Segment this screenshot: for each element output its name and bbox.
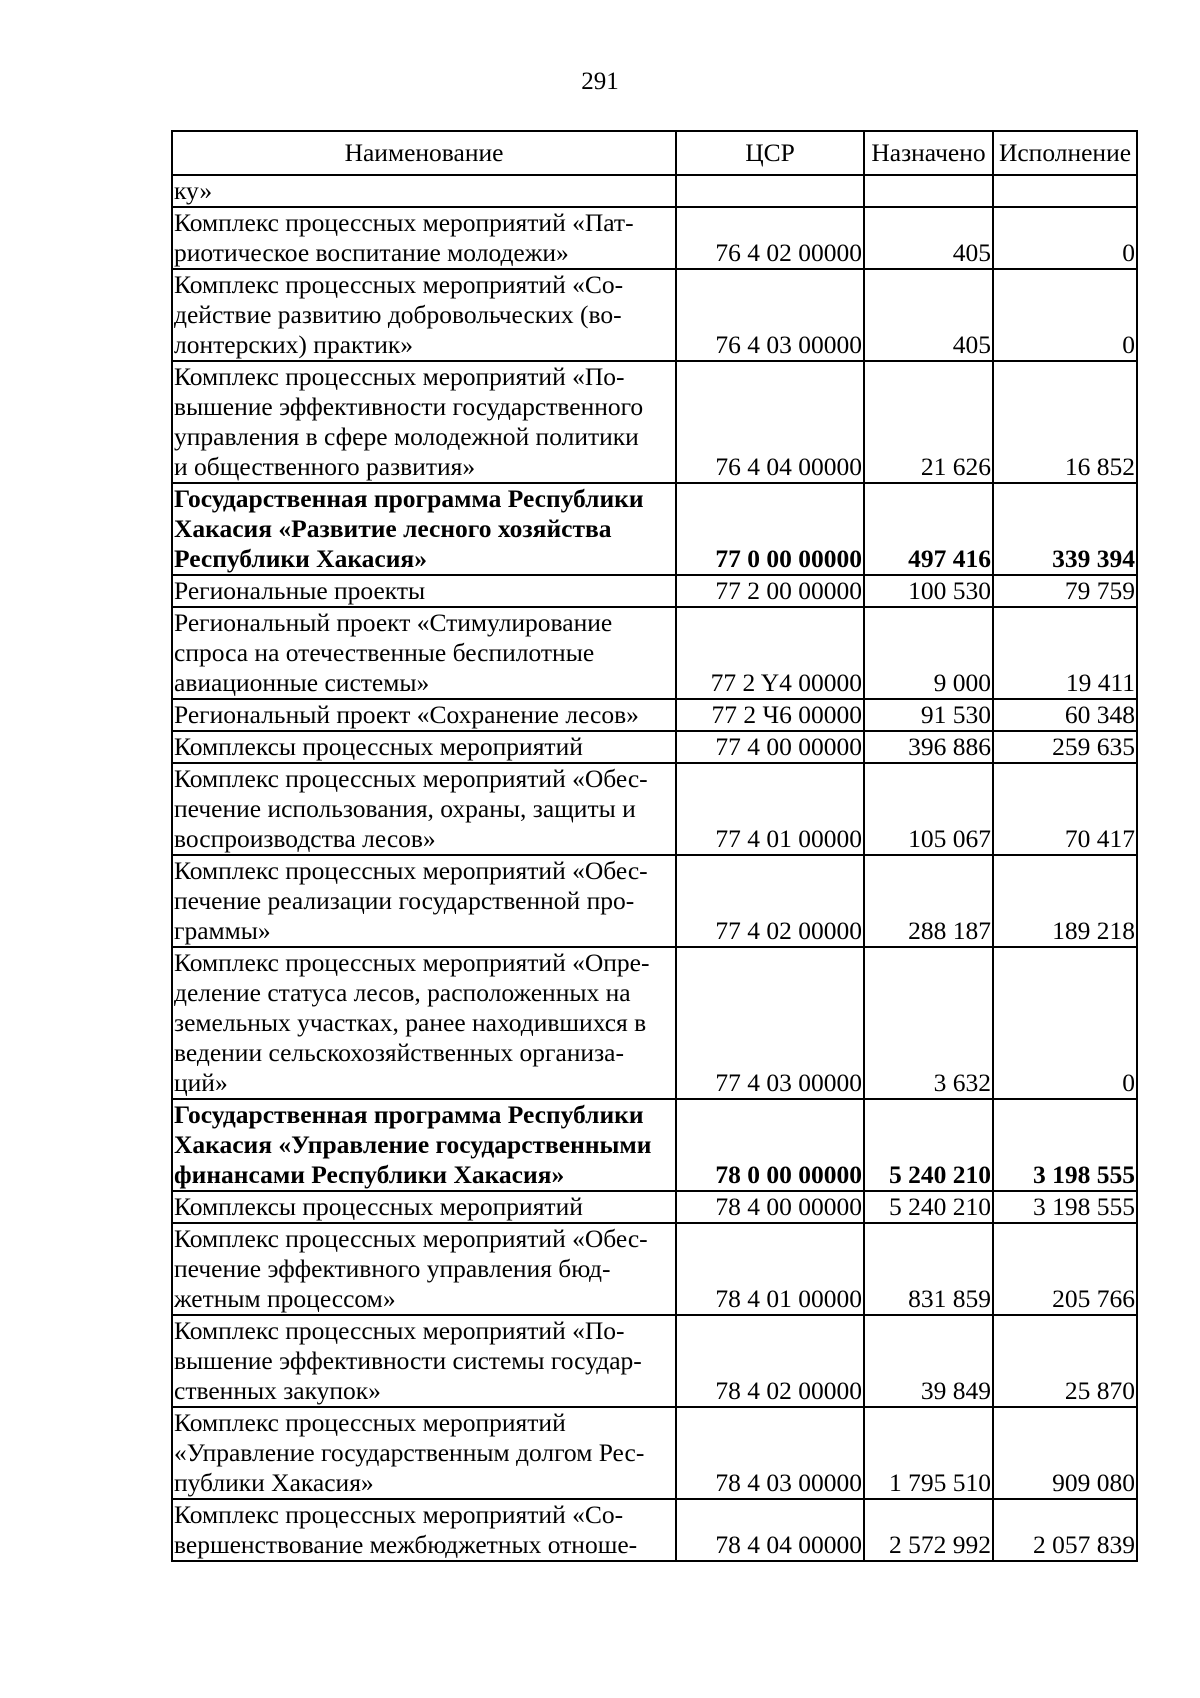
table-row — [172, 1407, 1137, 1499]
row-assigned: 3 632 — [864, 947, 993, 1099]
row-executed: 2 057 839 — [993, 1499, 1137, 1561]
header-name: Наименование — [172, 131, 676, 175]
row-code: 76 4 02 00000 — [676, 207, 864, 269]
row-assigned: 105 067 — [864, 763, 993, 855]
row-code: 77 4 02 00000 — [676, 855, 864, 947]
table-row — [172, 731, 1137, 763]
table-row — [172, 699, 1137, 731]
table-row — [172, 575, 1137, 607]
table-row — [172, 855, 1137, 947]
row-code: 78 4 02 00000 — [676, 1315, 864, 1407]
table-row — [172, 1499, 1137, 1561]
table-row — [172, 1315, 1137, 1407]
table-header-row — [172, 131, 1137, 175]
row-code: 77 4 03 00000 — [676, 947, 864, 1099]
row-name: Комплексы процессных мероприятий — [172, 731, 676, 763]
header-assigned: Назначено — [864, 131, 993, 175]
row-executed: 205 766 — [993, 1223, 1137, 1315]
row-executed: 0 — [993, 947, 1137, 1099]
row-executed: 19 411 — [993, 607, 1137, 699]
row-code: 77 2 Ч6 00000 — [676, 699, 864, 731]
row-assigned: 39 849 — [864, 1315, 993, 1407]
row-name: ку» — [172, 175, 676, 207]
row-assigned: 405 — [864, 269, 993, 361]
table-row — [172, 1099, 1137, 1191]
page-number: 291 — [581, 68, 619, 95]
row-assigned: 100 530 — [864, 575, 993, 607]
table-row — [172, 1223, 1137, 1315]
row-code: 78 0 00 00000 — [676, 1099, 864, 1191]
row-executed: 25 870 — [993, 1315, 1137, 1407]
row-name: Комплекс процессных мероприятий «Со- действие развитию добровольческих (во- лонтерских) практик» — [172, 269, 676, 361]
header-code: ЦСР — [676, 131, 864, 175]
row-assigned: 5 240 210 — [864, 1191, 993, 1223]
row-code: 78 4 03 00000 — [676, 1407, 864, 1499]
row-assigned: 9 000 — [864, 607, 993, 699]
table-row — [172, 269, 1137, 361]
row-code: 77 4 01 00000 — [676, 763, 864, 855]
row-code: 77 0 00 00000 — [676, 483, 864, 575]
table-row — [172, 763, 1137, 855]
row-code: 77 4 00 00000 — [676, 731, 864, 763]
row-executed: 3 198 555 — [993, 1099, 1137, 1191]
row-name: Комплекс процессных мероприятий «По- вышение эффективности государственного управления в сфере молодежной политики и общественного развития» — [172, 361, 676, 483]
row-name: Региональный проект «Стимулирование спроса на отечественные беспилотные авиационные системы» — [172, 607, 676, 699]
table-row — [172, 1191, 1137, 1223]
row-executed: 339 394 — [993, 483, 1137, 575]
row-code: 77 2 Y4 00000 — [676, 607, 864, 699]
row-code: 76 4 03 00000 — [676, 269, 864, 361]
row-name: Государственная программа Республики Хакасия «Управление государственными финансами Республики Хакасия» — [172, 1099, 676, 1191]
row-name: Комплекс процессных мероприятий «Опре- деление статуса лесов, расположенных на земельных участках, ранее находившихся в ведении сельскохозяйственных организа- ций» — [172, 947, 676, 1099]
row-executed: 189 218 — [993, 855, 1137, 947]
row-name: Региональные проекты — [172, 575, 676, 607]
row-name: Комплекс процессных мероприятий «Пат- риотическое воспитание молодежи» — [172, 207, 676, 269]
row-executed: 259 635 — [993, 731, 1137, 763]
row-name: Комплекс процессных мероприятий «Обес- печение реализации государственной про- граммы» — [172, 855, 676, 947]
table-row — [172, 361, 1137, 483]
row-name: Комплекс процессных мероприятий «Обес- печение использования, охраны, защиты и воспроизводства лесов» — [172, 763, 676, 855]
row-name: Региональный проект «Сохранение лесов» — [172, 699, 676, 731]
row-code: 78 4 00 00000 — [676, 1191, 864, 1223]
row-name: Комплексы процессных мероприятий — [172, 1191, 676, 1223]
row-code: 78 4 01 00000 — [676, 1223, 864, 1315]
row-assigned: 497 416 — [864, 483, 993, 575]
row-assigned: 2 572 992 — [864, 1499, 993, 1561]
row-assigned: 5 240 210 — [864, 1099, 993, 1191]
row-assigned: 1 795 510 — [864, 1407, 993, 1499]
row-executed — [993, 175, 1137, 207]
row-executed: 16 852 — [993, 361, 1137, 483]
table-row — [172, 607, 1137, 699]
row-executed: 79 759 — [993, 575, 1137, 607]
row-assigned: 396 886 — [864, 731, 993, 763]
table-row — [172, 175, 1137, 207]
table-row — [172, 947, 1137, 1099]
row-assigned: 288 187 — [864, 855, 993, 947]
row-assigned — [864, 175, 993, 207]
table-row — [172, 483, 1137, 575]
row-executed: 909 080 — [993, 1407, 1137, 1499]
row-name: Комплекс процессных мероприятий «Управление государственным долгом Рес- публики Хакасия» — [172, 1407, 676, 1499]
row-executed: 0 — [993, 269, 1137, 361]
budget-table — [171, 130, 1138, 1562]
row-name: Комплекс процессных мероприятий «Обес- печение эффективного управления бюд- жетным процессом» — [172, 1223, 676, 1315]
row-name: Государственная программа Республики Хакасия «Развитие лесного хозяйства Республики Хакасия» — [172, 483, 676, 575]
row-name: Комплекс процессных мероприятий «Со- вершенствование межбюджетных отноше- — [172, 1499, 676, 1561]
row-executed: 3 198 555 — [993, 1191, 1137, 1223]
row-executed: 70 417 — [993, 763, 1137, 855]
row-executed: 60 348 — [993, 699, 1137, 731]
row-code — [676, 175, 864, 207]
row-assigned: 405 — [864, 207, 993, 269]
row-executed: 0 — [993, 207, 1137, 269]
table-row — [172, 207, 1137, 269]
row-assigned: 91 530 — [864, 699, 993, 731]
row-assigned: 831 859 — [864, 1223, 993, 1315]
row-code: 77 2 00 00000 — [676, 575, 864, 607]
row-name: Комплекс процессных мероприятий «По- вышение эффективности системы государ- ственных закупок» — [172, 1315, 676, 1407]
row-code: 76 4 04 00000 — [676, 361, 864, 483]
row-code: 78 4 04 00000 — [676, 1499, 864, 1561]
header-executed: Исполнение — [993, 131, 1137, 175]
row-assigned: 21 626 — [864, 361, 993, 483]
